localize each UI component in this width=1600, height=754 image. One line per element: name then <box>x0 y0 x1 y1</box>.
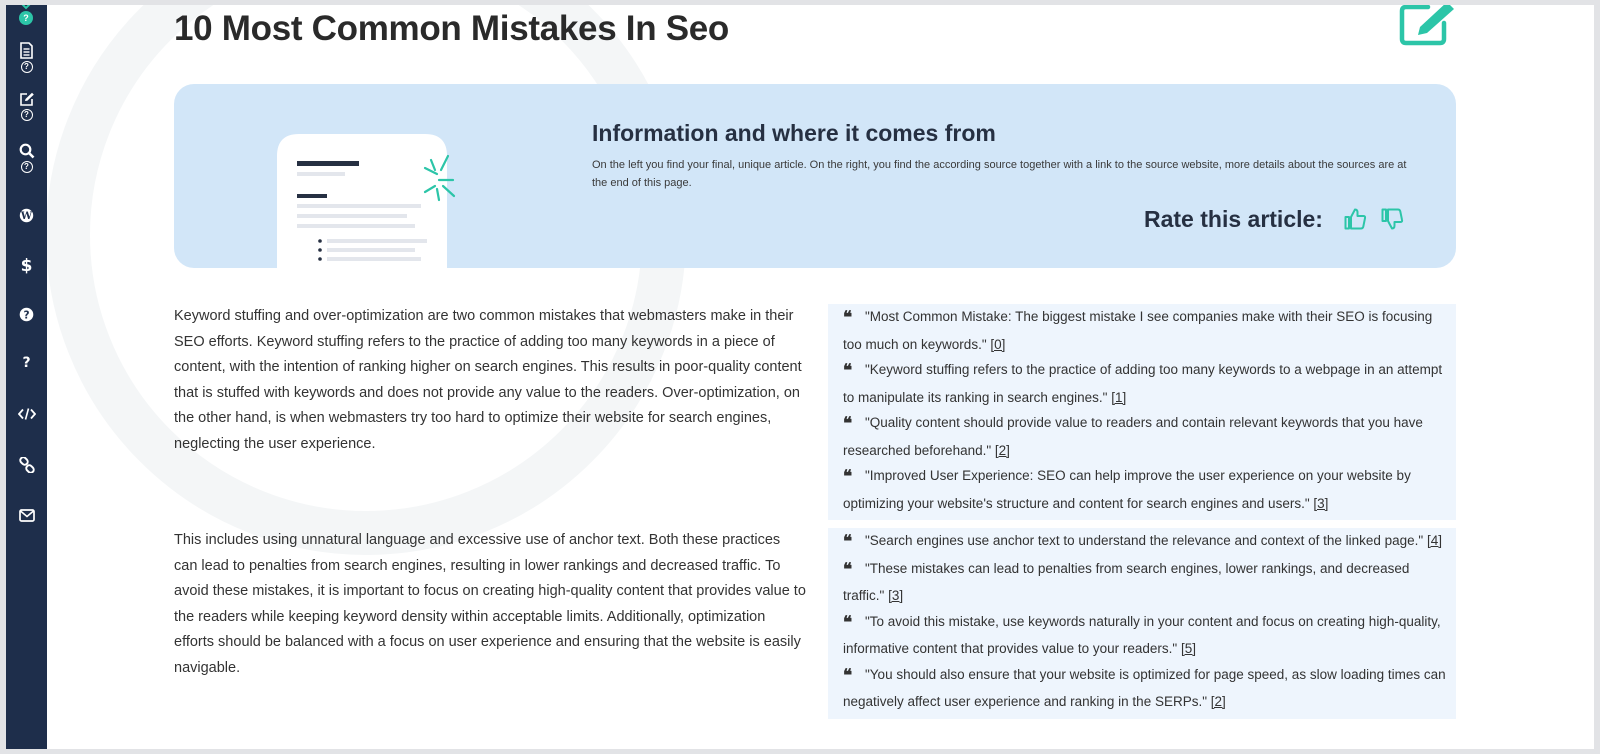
source-reference-link[interactable]: [2] <box>1210 694 1226 709</box>
thumbs-up-icon[interactable] <box>1343 207 1367 231</box>
sidebar-item-article[interactable] <box>6 42 47 73</box>
source-list <box>828 304 1456 520</box>
source-quote <box>843 357 1452 410</box>
edit-article-button[interactable] <box>1398 5 1458 47</box>
source-reference-link[interactable]: [1] <box>1111 389 1127 405</box>
source-reference-link[interactable]: [4] <box>1426 533 1442 548</box>
dollar-icon: $ <box>20 256 33 276</box>
mail-icon <box>19 509 35 522</box>
chevron-down-icon[interactable] <box>20 5 32 10</box>
source-reference-link[interactable]: [5] <box>1180 641 1196 656</box>
svg-text:?: ? <box>23 309 30 322</box>
article-paragraph: Keyword stuffing and over-optimization are two common mistakes that webmasters make in their SEO efforts. Keyword stuffing refers to the practice of adding too many keywords in a piece of content, with the intention of ranking higher on search engines. This results in poor-quality content that is stuffed with keywords and does not provide any value to the readers. Over-optimization, on the other hand, is when webmasters try too hard to optimize their website for search engines, neglecting the user experience. <box>174 308 802 452</box>
source-list <box>828 528 1456 719</box>
quote-icon: ❝ <box>843 532 851 552</box>
quote-text: "Keyword stuffing refers to the practice of adding too many keywords to a webpage in an attempt to manipulate its ranking in search engines." <box>843 362 1443 405</box>
source-reference-link[interactable]: [0] <box>990 336 1006 352</box>
question-icon: ? <box>22 355 31 371</box>
sidebar-item-search[interactable] <box>6 143 47 173</box>
sidebar-item-wordpress[interactable] <box>6 208 47 223</box>
app-frame <box>6 5 1594 749</box>
sidebar-item-faq[interactable] <box>6 355 47 371</box>
search-icon <box>19 143 35 159</box>
thumbs-down-icon[interactable] <box>1380 207 1404 231</box>
article-paragraph: This includes using unnatural language and excessive use of anchor text. Both these practices can lead to penalties from search engines, resulting in lower rankings and decreased traffic. To avoid these mistakes, it is important to focus on creating high-quality content that provides value to the readers while keeping keyword density within acceptable limits. Additionally, optimization efforts should be balanced with a focus on user experience and ensuring that the website is easily navigable. <box>174 532 806 676</box>
quote-text: "To avoid this mistake, use keywords naturally in your content and focus on creating high-quality, informative content that provides value to your readers." <box>843 613 1441 656</box>
quote-text: "Search engines use anchor text to understand the relevance and context of the linked page." <box>865 533 1424 548</box>
source-reference-link[interactable]: [3] <box>1313 495 1329 511</box>
source-quote <box>843 410 1452 463</box>
quote-icon: ❝ <box>843 414 851 434</box>
quote-icon: ❝ <box>843 559 851 580</box>
help-badge-top[interactable]: ? <box>19 11 33 25</box>
info-title: Information and where it comes from <box>592 120 996 146</box>
sidebar-item-embed[interactable] <box>6 408 47 420</box>
info-banner <box>174 84 1456 268</box>
source-reference-link[interactable]: [3] <box>888 588 904 603</box>
help-icon[interactable]: ? <box>21 61 33 73</box>
quote-text: "You should also ensure that your website is optimized for page speed, as slow loading times can negatively affect user experience and ranking in the SERPs." <box>843 666 1446 709</box>
link-icon <box>19 457 35 473</box>
quote-text: "Quality content should provide value to readers and contain relevant keywords that you have researched beforehand." <box>843 415 1423 458</box>
help-icon[interactable]: ? <box>21 161 33 173</box>
quote-text: "These mistakes can lead to penalties from search engines, lower rankings, and decreased traffic." <box>843 560 1410 603</box>
info-description: On the left you find your final, unique article. On the right, you find the according source together with a link to the source website, more details about the sources are at the end of this page. <box>592 159 1407 189</box>
sidebar-item-links[interactable] <box>6 457 47 473</box>
quote-icon: ❝ <box>843 361 851 381</box>
source-quote <box>843 463 1452 516</box>
sidebar-item-edit[interactable] <box>6 92 47 121</box>
help-circle-icon <box>19 307 34 322</box>
help-icon[interactable]: ? <box>21 109 33 121</box>
quote-text: "Improved User Experience: SEO can help improve the user experience on your website by optimizing your website's structure and content for search engines and users." <box>843 468 1411 511</box>
pencil-square-icon <box>1398 5 1458 47</box>
source-quote <box>843 304 1452 357</box>
sidebar-item-help[interactable] <box>6 307 47 322</box>
quote-icon: ❝ <box>843 308 851 328</box>
source-quote <box>843 609 1452 662</box>
document-illustration <box>277 134 477 268</box>
edit-icon <box>19 92 35 107</box>
sidebar <box>6 5 47 749</box>
rate-label: Rate this article: <box>1144 206 1323 232</box>
quote-text: "Most Common Mistake: The biggest mistake I see companies make with their SEO is focusing too much on keywords." <box>843 309 1433 352</box>
source-quote <box>843 528 1452 556</box>
quote-icon: ❝ <box>843 665 851 686</box>
page-title: 10 Most Common Mistakes In Seo <box>174 9 730 48</box>
source-quote <box>843 556 1452 609</box>
source-quote <box>843 662 1452 715</box>
source-reference-link[interactable]: [2] <box>994 442 1010 458</box>
sidebar-item-contact[interactable] <box>6 509 47 522</box>
quote-icon: ❝ <box>843 467 851 487</box>
document-icon <box>19 42 34 59</box>
quote-icon: ❝ <box>843 612 851 633</box>
code-icon <box>18 408 36 420</box>
sidebar-item-pricing[interactable] <box>6 256 47 276</box>
wordpress-icon <box>19 208 34 223</box>
svg-text:W: W <box>20 211 33 223</box>
